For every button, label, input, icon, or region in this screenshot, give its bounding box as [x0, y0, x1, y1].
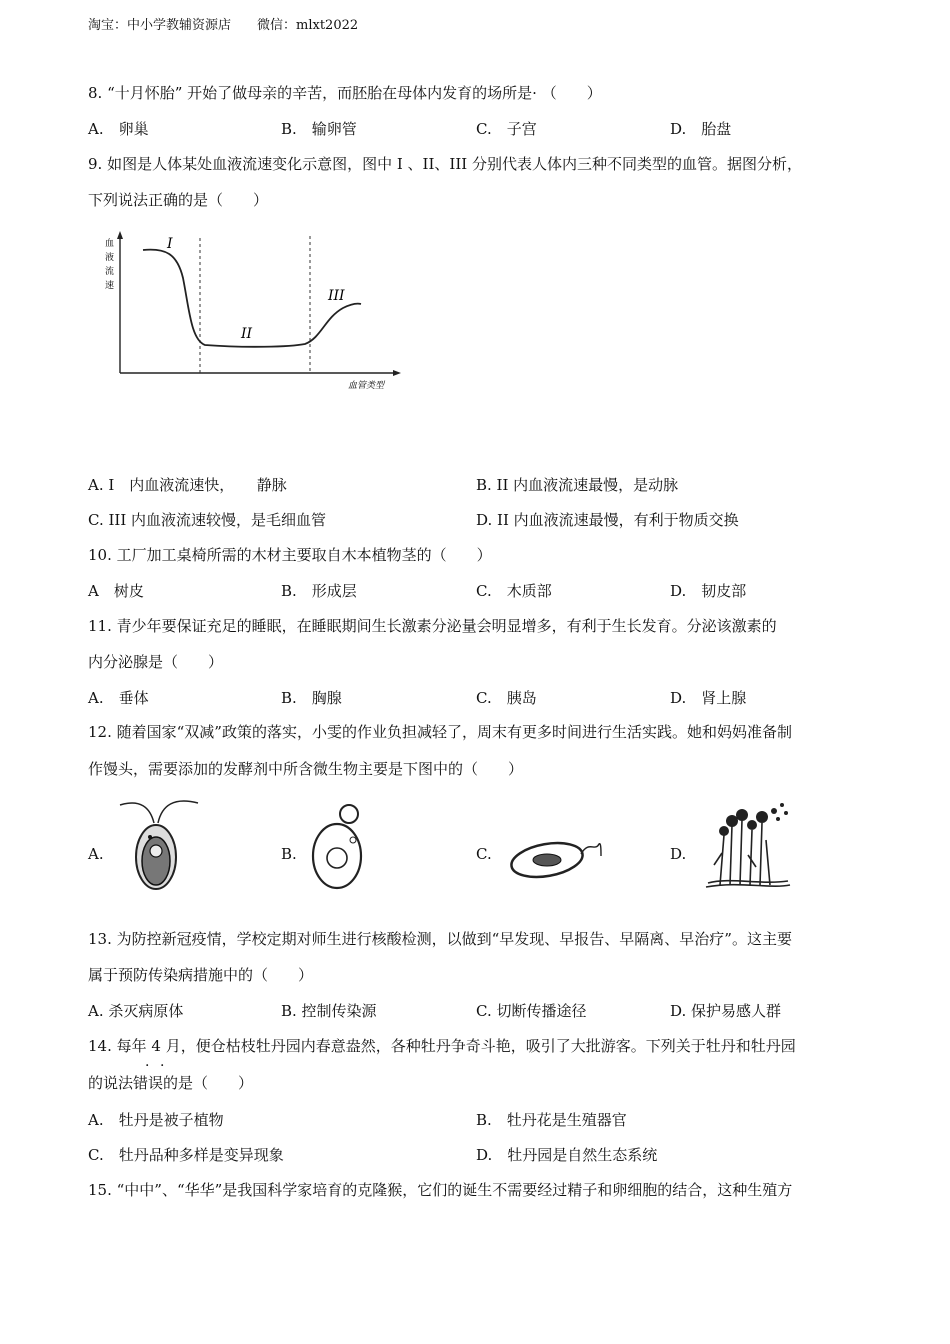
q11-option-a: A. 垂体: [88, 689, 149, 707]
q15-stem-line1: 15. “中中”、“华华”是我国科学家培育的克隆猴，它们的诞生不需要经过精子和卵细胞的结合，这种生殖方: [88, 1181, 793, 1199]
y-label-2: 液: [105, 253, 115, 263]
q11-stem-line1: 11. 青少年要保证充足的睡眠，在睡眠期间生长激素分泌量会明显增多，有利于生长发育。分泌该激素的: [88, 617, 777, 635]
q10-option-b: B. 形成层: [281, 582, 357, 600]
y-label-1: 血: [105, 239, 115, 249]
q12-stem-line2: 作馒头，需要添加的发酵剂中所含微生物主要是下图中的（ ）: [88, 760, 524, 778]
q13-option-d: D. 保护易感人群: [670, 1002, 782, 1020]
y-axis-arrow: [117, 231, 123, 239]
q9-option-b: B. II 内血液流速最慢，是动脉: [476, 476, 679, 494]
q13-option-b: B. 控制传染源: [281, 1002, 377, 1020]
q14-option-a: A. 牡丹是被子植物: [88, 1111, 224, 1129]
q9-option-d: D. II 内血液流速最慢，有利于物质交换: [476, 511, 739, 529]
y-label-3: 流: [105, 267, 115, 277]
q14-option-d: D. 牡丹园是自然生态系统: [476, 1146, 658, 1164]
x-axis-arrow: [393, 370, 401, 376]
curve-label-i: I: [167, 236, 173, 252]
q12-option-a: A.: [88, 845, 104, 863]
mold-icon: [700, 795, 795, 890]
q14-stem-line2: 的说法错误的是（ ）: [88, 1074, 254, 1092]
q9-option-c: C. III 内血液流速较慢，是毛细血管: [88, 511, 327, 529]
q12-stem-line1: 12. 随着国家“双减”政策的落实，小雯的作业负担减轻了，周末有更多时间进行生活实践。她和妈妈准备制: [88, 723, 792, 741]
q9-option-a: A. Ⅰ 内血液流速快， 静脉: [88, 476, 287, 494]
q10-stem: 10. 工厂加工桌椅所需的木材主要取自木本植物茎的（ ）: [88, 546, 492, 564]
q13-option-c: C. 切断传播途径: [476, 1002, 587, 1020]
yeast-icon: [305, 800, 375, 895]
header-wechat: 微信：mlxt2022: [257, 18, 359, 33]
q8-stem: 8. “十月怀胎” 开始了做母亲的辛苦，而胚胎在母体内发育的场所是· （ ）: [88, 84, 602, 102]
q14-stem-line1: 14. 每年 4 月，便仓枯枝牡丹园内春意盎然，各种牡丹争奇斗艳，吸引了大批游客。下列关于牡丹和牡丹园: [88, 1037, 796, 1055]
q13-option-a: A. 杀灭病原体: [88, 1002, 184, 1020]
bacterium-icon: [505, 830, 610, 885]
q8-option-d: D. 胎盘: [670, 120, 732, 138]
q11-option-b: B. 胸腺: [281, 689, 342, 707]
q13-stem-line2: 属于预防传染病措施中的（ ）: [88, 966, 314, 984]
q8-option-c: C. 子宫: [476, 120, 537, 138]
q9-stem-line2: 下列说法正确的是（ ）: [88, 191, 269, 209]
page-header: [88, 14, 358, 33]
q13-stem-line1: 13. 为防控新冠疫情，学校定期对师生进行核酸检测，以做到“早发现、早报告、早隔离、早治疗”。这主要: [88, 930, 792, 948]
curve-label-iii: III: [328, 288, 345, 304]
q14-option-c: C. 牡丹品种多样是变异现象: [88, 1146, 284, 1164]
emphasis-dot: ·: [145, 1058, 150, 1074]
blood-flow-figure: [95, 228, 415, 398]
q14-option-b: B. 牡丹花是生殖器官: [476, 1111, 627, 1129]
q11-option-c: C. 胰岛: [476, 689, 537, 707]
blood-flow-chart: [95, 228, 415, 398]
x-axis-label: 血管类型: [348, 381, 385, 391]
q8-option-a: A. 卵巢: [88, 120, 149, 138]
q10-option-d: D. 韧皮部: [670, 582, 747, 600]
q9-stem-line1: 9. 如图是人体某处血液流速变化示意图，图中 Ⅰ 、II、III 分别代表人体内三种不同类型的血管。据图分析，: [88, 155, 802, 173]
q12-option-c: C.: [476, 845, 492, 863]
header-shop: 淘宝：中小学教辅资源店: [88, 18, 232, 33]
q10-option-c: C. 木质部: [476, 582, 552, 600]
curve-label-ii: II: [241, 326, 253, 342]
q12-option-d: D.: [670, 845, 687, 863]
q12-option-b: B.: [281, 845, 297, 863]
chlamydomonas-icon: [110, 795, 205, 895]
q11-stem-line2: 内分泌腺是（ ）: [88, 653, 224, 671]
emphasis-dot: ·: [160, 1058, 165, 1074]
y-label-4: 速: [105, 281, 115, 291]
q11-option-d: D. 肾上腺: [670, 689, 747, 707]
q10-option-a: A 树皮: [88, 582, 144, 600]
q8-option-b: B. 输卵管: [281, 120, 357, 138]
